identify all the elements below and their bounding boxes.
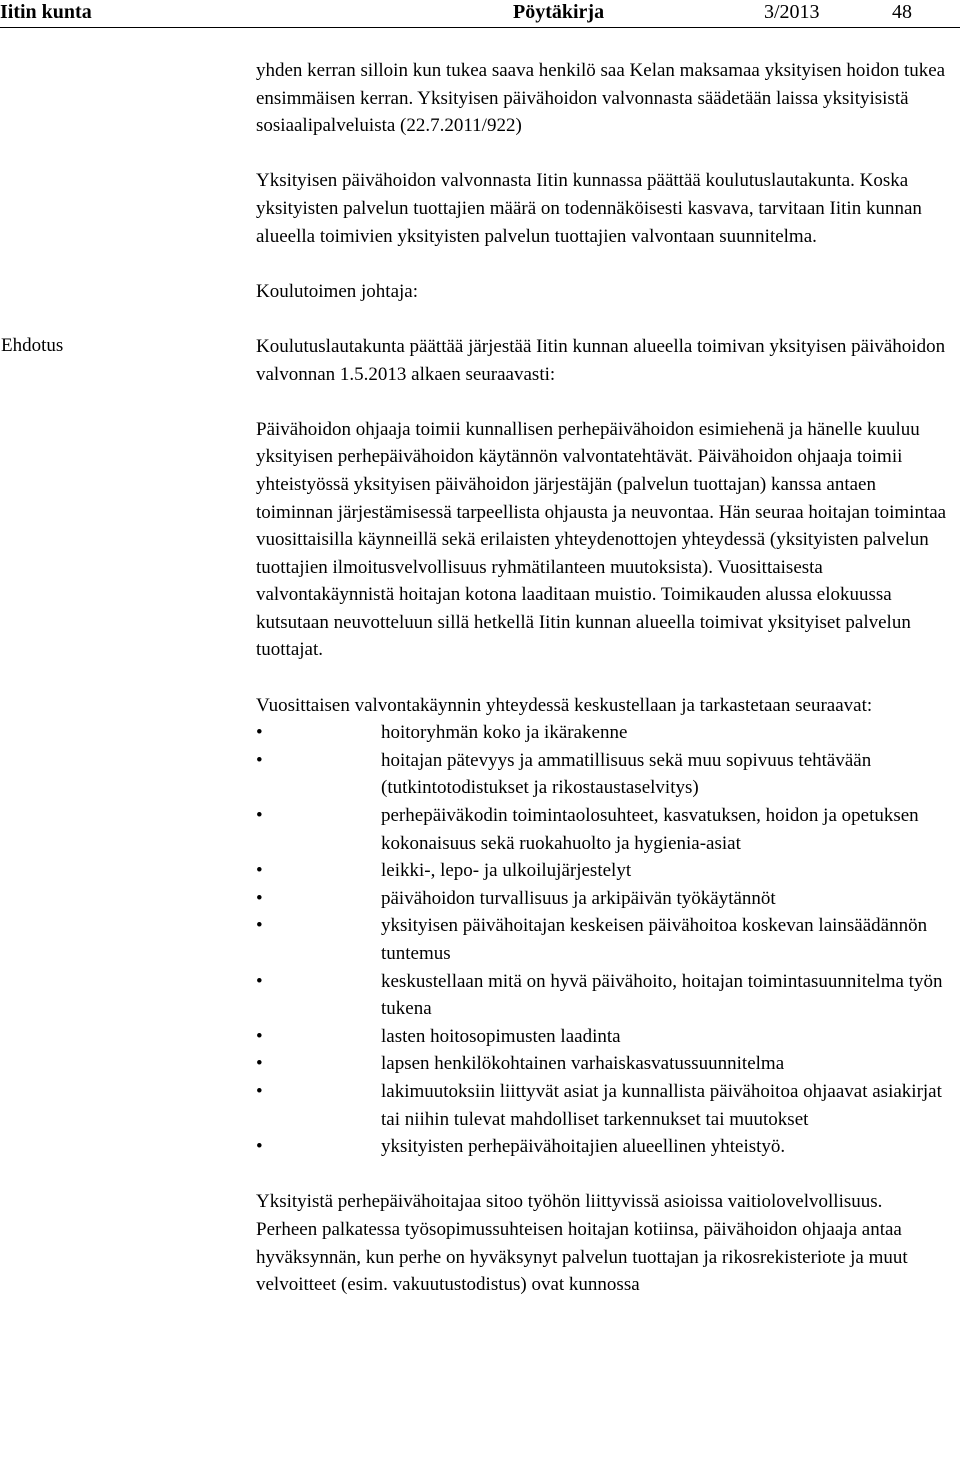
paragraph-spacer bbox=[256, 140, 956, 168]
paragraph-annual-visit: Vuosittaisen valvontakäynnin yhteydessä keskustellaan ja tarkastetaan seuraavat: bbox=[256, 694, 873, 716]
document-type: Pöytäkirja bbox=[513, 1, 605, 23]
page-number: 48 bbox=[892, 1, 912, 23]
list-item-text: päivähoidon turvallisuus ja arkipäivän työkäytännöt bbox=[381, 887, 776, 909]
section-label-ehdotus: Ehdotus bbox=[1, 335, 64, 356]
list-item-text: lapsen henkilökohtainen varhaiskasvatussuunnitelma bbox=[381, 1053, 785, 1075]
paragraph-employment: Perheen palkatessa työsopimussuhteisen hoitajan kotiinsa, päivähoidon ohjaaja antaa hyväksynnän, kun perhe on hyväksynyt palvelun tuottajan ja rikosrekisteriote ja muut velvoitteet (esim. vakuutustodistus) ovat kunnossa bbox=[256, 1218, 908, 1296]
list-item bbox=[256, 1050, 956, 1078]
list-item bbox=[256, 1133, 956, 1161]
bullet-icon: • bbox=[256, 915, 263, 937]
bullet-icon: • bbox=[256, 1025, 263, 1047]
bullet-icon: • bbox=[256, 722, 263, 744]
list-item-text: lasten hoitosopimusten laadinta bbox=[381, 1025, 621, 1047]
list-item bbox=[256, 719, 956, 747]
list-item bbox=[256, 857, 956, 885]
proposal-author: Koulutoimen johtaja: bbox=[256, 280, 419, 302]
page-header bbox=[0, 0, 960, 26]
list-item-text: hoitajan pätevyys ja ammatillisuus sekä muu sopivuus tehtävään (tutkintotodistukset ja rikostaustaselvitys) bbox=[381, 749, 872, 799]
list-item bbox=[256, 885, 956, 913]
list-item-text: yksityisen päivähoitajan keskeisen päivähoitoa koskevan lainsäädännön tuntemus bbox=[381, 915, 928, 964]
bullet-icon: • bbox=[256, 749, 263, 771]
paragraph-supervisor-role: Päivähoidon ohjaaja toimii kunnallisen perhepäivähoidon esimiehenä ja hänelle kuuluu yksityisen perhepäivähoidon käytännön valvontatehtävät. Päivähoidon ohjaaja toimii yhteistyössä yksityisen päivähoidon järjestäjän (palvelun tuottajan) kanssa antaen toiminnan järjestämisessä tarpeellista ohjausta ja neuvontaa. Hän seuraa hoitajan toimintaa vuosittaisilla käynneillä sekä erilaisten yhteydenottojen yhteydessä (yksityisten palvelun tuottajien ilmoitusvelvollisuus ryhmätilanteen muutoksista). Vuosittaisesta valvontakäynnistä hoitajan kotona laaditaan muistio. Toimikauden alussa elokuussa kutsutaan neuvotteluun sillä hetkellä Iitin kunnan alueella toimivat yksityiset palvelun tuottajat. bbox=[256, 418, 947, 661]
list-item-text: perhepäiväkodin toimintaolosuhteet, kasvatuksen, hoidon ja opetuksen kokonaisuus sekä ruokahuolto ja hygienia-asiat bbox=[381, 805, 919, 854]
list-item bbox=[256, 1023, 956, 1051]
list-item-text: lakimuutoksiin liittyvät asiat ja kunnallista päivähoitoa ohjaavat asiakirjat tai niihin tulevat mahdolliset tarkennukset tai muutokset bbox=[381, 1080, 942, 1130]
paragraph-intro: yhden kerran silloin kun tukea saava henkilö saa Kelan maksamaa yksityisen hoidon tukea ensimmäisen kerran. Yksityisen päivähoidon valvonnasta säädetään laissa yksityisistä sosiaalipalveluista (22.7.2011/922) bbox=[256, 60, 946, 137]
bullet-icon: • bbox=[256, 1053, 263, 1075]
list-item-text: keskustellaan mitä on hyvä päivähoito, hoitajan toimintasuunnitelma työn tukena bbox=[381, 970, 943, 1020]
inspection-topics-list bbox=[256, 719, 956, 1161]
list-item-text: hoitoryhmän koko ja ikärakenne bbox=[381, 722, 628, 744]
paragraph-spacer bbox=[256, 1161, 956, 1189]
main-text-column bbox=[256, 57, 956, 1299]
paragraph-decision: Koulutuslautakunta päättää järjestää Iitin kunnan alueella toimivan yksityisen päivähoidon valvonnan 1.5.2013 alkaen seuraavasti: bbox=[256, 335, 946, 385]
paragraph-spacer bbox=[256, 250, 956, 278]
header-divider bbox=[0, 27, 960, 28]
bullet-icon: • bbox=[256, 887, 263, 909]
paragraph-supervision: Yksityisen päivähoidon valvonnasta Iitin kunnassa päättää koulutuslautakunta. Koska yksityisten palvelun tuottajien määrä on todennäköisesti kasvava, tarvitaan Iitin kunnan alueella toimivien yksityisten palvelun tuottajien valvontaan suunnitelma. bbox=[256, 170, 922, 247]
paragraph-spacer bbox=[256, 305, 956, 333]
list-item-text: leikki-, lepo- ja ulkoilujärjestelyt bbox=[381, 860, 632, 882]
bullet-icon: • bbox=[256, 1080, 263, 1102]
paragraph-spacer bbox=[256, 664, 956, 692]
list-item-text: yksityisten perhepäivähoitajien alueellinen yhteistyö. bbox=[381, 1136, 786, 1158]
paragraph-confidentiality: Yksityistä perhepäivähoitajaa sitoo työhön liittyvissä asioissa vaitiolovelvollisuus. bbox=[256, 1191, 883, 1213]
list-item bbox=[256, 912, 956, 967]
bullet-icon: • bbox=[256, 805, 263, 827]
list-item bbox=[256, 1078, 956, 1133]
organization-name: Iitin kunta bbox=[0, 1, 92, 23]
issue-number: 3/2013 bbox=[764, 1, 820, 23]
bullet-icon: • bbox=[256, 1136, 263, 1158]
list-item bbox=[256, 802, 956, 857]
bullet-icon: • bbox=[256, 860, 263, 882]
list-item bbox=[256, 747, 956, 802]
bullet-icon: • bbox=[256, 970, 263, 992]
list-item bbox=[256, 968, 956, 1023]
paragraph-spacer bbox=[256, 388, 956, 416]
